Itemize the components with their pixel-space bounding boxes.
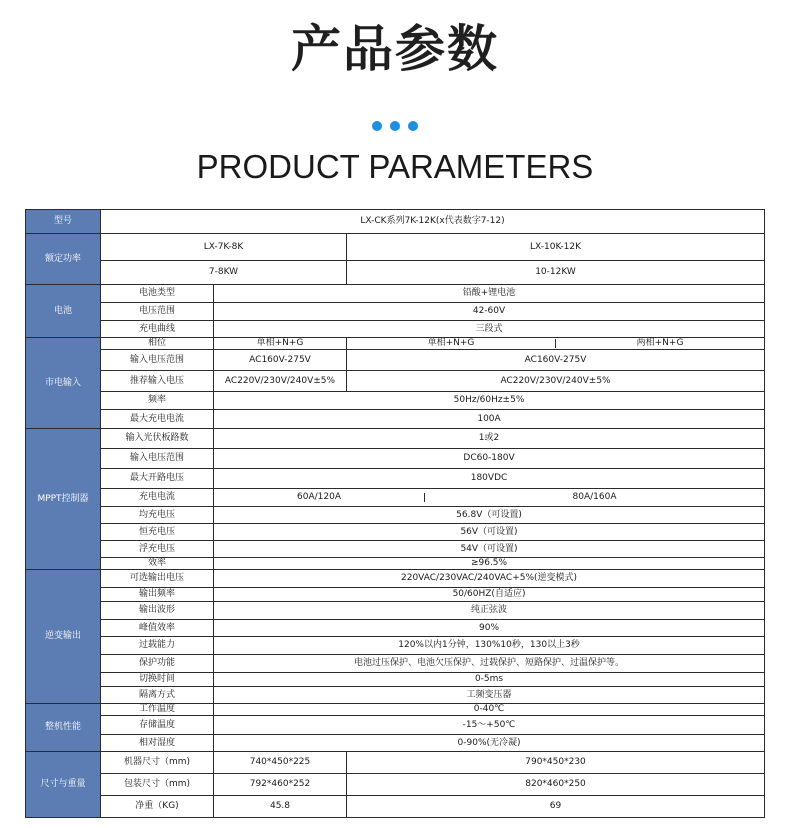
cell-value: -15～+50℃ bbox=[214, 716, 765, 735]
cell-value: 790*450*230 bbox=[347, 752, 765, 774]
cell-value: AC160V-275V bbox=[214, 350, 347, 371]
cell-name: 电压范围 bbox=[101, 303, 214, 321]
cell-value: 45.8 bbox=[214, 796, 347, 818]
cell-value: 69 bbox=[347, 796, 765, 818]
cell-name: 频率 bbox=[101, 392, 214, 410]
cell-name: 存储温度 bbox=[101, 716, 214, 735]
cell-name: 切换时间 bbox=[101, 673, 214, 687]
table-row bbox=[26, 469, 765, 489]
table-row bbox=[26, 303, 765, 321]
cell-value: 42-60V bbox=[214, 303, 765, 321]
cell-value: 单相+N+G bbox=[427, 338, 475, 348]
category-model: 型号 bbox=[26, 210, 101, 234]
table-row bbox=[26, 371, 765, 392]
cell-name: 最大充电电流 bbox=[101, 410, 214, 429]
cell-name: 浮充电压 bbox=[101, 541, 214, 558]
cell-value: 三段式 bbox=[214, 321, 765, 338]
cell-name: 最大开路电压 bbox=[101, 469, 214, 489]
cell-value: 80A/160A bbox=[572, 492, 617, 502]
table-row bbox=[26, 261, 765, 285]
cell-value: 180VDC bbox=[214, 469, 765, 489]
cell-value: 单相+N+G bbox=[214, 338, 347, 350]
category-size-weight: 尺寸与重量 bbox=[26, 752, 101, 818]
table-row bbox=[26, 489, 765, 507]
cell-value: AC220V/230V/240V±5% bbox=[214, 371, 347, 392]
category-inverter-output: 逆变输出 bbox=[26, 570, 101, 704]
cell-value: 电池过压保护、电池欠压保护、过载保护、短路保护、过温保护等。 bbox=[214, 655, 765, 673]
table-row bbox=[26, 735, 765, 752]
cell-name: 恒充电压 bbox=[101, 524, 214, 541]
table-row bbox=[26, 588, 765, 602]
dot-icon bbox=[408, 121, 418, 131]
cell-name: 输入电压范围 bbox=[101, 449, 214, 469]
table-row bbox=[26, 210, 765, 234]
cell-value: 工频变压器 bbox=[214, 687, 765, 704]
table-row bbox=[26, 507, 765, 524]
cell-value: 820*460*250 bbox=[347, 774, 765, 796]
table-row bbox=[26, 429, 765, 449]
cell-value: 纯正弦波 bbox=[214, 602, 765, 620]
cell-value: 740*450*225 bbox=[214, 752, 347, 774]
cell-name: 相对湿度 bbox=[101, 735, 214, 752]
table-row bbox=[26, 350, 765, 371]
cell-name: 充电曲线 bbox=[101, 321, 214, 338]
cell-value: AC220V/230V/240V±5% bbox=[347, 371, 765, 392]
table-row bbox=[26, 558, 765, 570]
cell-value: DC60-180V bbox=[214, 449, 765, 469]
cell-name: 推荐输入电压 bbox=[101, 371, 214, 392]
decorative-dots bbox=[0, 116, 790, 135]
table-row bbox=[26, 449, 765, 469]
cell-value bbox=[214, 489, 765, 507]
cell-value: 铅酸+锂电池 bbox=[214, 285, 765, 303]
cell-name: 包装尺寸（mm) bbox=[101, 774, 214, 796]
cell-name: 输入光伏板路数 bbox=[101, 429, 214, 449]
cell-value: 56V（可设置) bbox=[214, 524, 765, 541]
cell-name: 效率 bbox=[101, 558, 214, 570]
cell-value: 50/60HZ(自适应) bbox=[214, 588, 765, 602]
table-row bbox=[26, 774, 765, 796]
category-mppt: MPPT控制器 bbox=[26, 429, 101, 570]
cell-value: LX-7K-8K bbox=[101, 234, 347, 261]
cell-name: 工作温度 bbox=[101, 704, 214, 716]
cell-value: 120%以内1分钟，130%10秒，130以上3秒 bbox=[214, 637, 765, 655]
cell-value: 90% bbox=[214, 620, 765, 637]
cell-name: 净重（KG) bbox=[101, 796, 214, 818]
cell-value: 220VAC/230VAC/240VAC+5%(逆变模式) bbox=[214, 570, 765, 588]
table-row bbox=[26, 673, 765, 687]
cell-name: 充电电流 bbox=[101, 489, 214, 507]
cell-value: 100A bbox=[214, 410, 765, 429]
cell-value: 54V（可设置) bbox=[214, 541, 765, 558]
cell-value: LX-10K-12K bbox=[347, 234, 765, 261]
cell-name: 峰值效率 bbox=[101, 620, 214, 637]
table-row bbox=[26, 602, 765, 620]
cell-name: 电池类型 bbox=[101, 285, 214, 303]
cell-value: 60A/120A bbox=[297, 492, 341, 502]
table-row bbox=[26, 687, 765, 704]
table-row bbox=[26, 338, 765, 350]
cell-name: 输入电压范围 bbox=[101, 350, 214, 371]
cell-value: 0-5ms bbox=[214, 673, 765, 687]
cell-name: 过载能力 bbox=[101, 637, 214, 655]
cell-name: 输出频率 bbox=[101, 588, 214, 602]
table-row bbox=[26, 321, 765, 338]
cell-name: 保护功能 bbox=[101, 655, 214, 673]
table-row bbox=[26, 637, 765, 655]
dot-icon bbox=[390, 121, 400, 131]
table-row bbox=[26, 392, 765, 410]
cell-name: 相位 bbox=[101, 338, 214, 350]
cell-value: 1或2 bbox=[214, 429, 765, 449]
table-row bbox=[26, 410, 765, 429]
table-row bbox=[26, 541, 765, 558]
table-row bbox=[26, 752, 765, 774]
table-row bbox=[26, 570, 765, 588]
cell-value: 50Hz/60Hz±5% bbox=[214, 392, 765, 410]
cell-value: 0-90%(无冷凝) bbox=[214, 735, 765, 752]
cell-name: 可选输出电压 bbox=[101, 570, 214, 588]
category-machine-performance: 整机性能 bbox=[26, 704, 101, 752]
cell-value: 0-40℃ bbox=[214, 704, 765, 716]
cell-value bbox=[347, 338, 765, 350]
cell-value: LX-CK系列7K-12K(x代表数字7-12) bbox=[101, 210, 765, 234]
cell-name: 隔离方式 bbox=[101, 687, 214, 704]
category-rated-power: 额定功率 bbox=[26, 234, 101, 285]
table-row bbox=[26, 234, 765, 261]
cell-value: 792*460*252 bbox=[214, 774, 347, 796]
cell-name: 输出波形 bbox=[101, 602, 214, 620]
page-subtitle: PRODUCT PARAMETERS bbox=[196, 148, 594, 185]
table-row bbox=[26, 796, 765, 818]
table-row bbox=[26, 704, 765, 716]
cell-value: ≥96.5% bbox=[214, 558, 765, 570]
category-mains-input: 市电输入 bbox=[26, 338, 101, 429]
table-row bbox=[26, 620, 765, 637]
cell-name: 均充电压 bbox=[101, 507, 214, 524]
cell-value: 10-12KW bbox=[347, 261, 765, 285]
cell-value: AC160V-275V bbox=[347, 350, 765, 371]
cell-value: 7-8KW bbox=[101, 261, 347, 285]
table-row bbox=[26, 285, 765, 303]
table-row bbox=[26, 524, 765, 541]
category-battery: 电池 bbox=[26, 285, 101, 338]
table-row bbox=[26, 655, 765, 673]
parameters-table bbox=[25, 209, 765, 818]
page-title: 产品参数 bbox=[291, 20, 499, 78]
cell-value: 两相+N+G bbox=[636, 338, 684, 348]
cell-name: 机器尺寸（mm) bbox=[101, 752, 214, 774]
table-row bbox=[26, 716, 765, 735]
dot-icon bbox=[372, 121, 382, 131]
cell-value: 56.8V（可设置) bbox=[214, 507, 765, 524]
